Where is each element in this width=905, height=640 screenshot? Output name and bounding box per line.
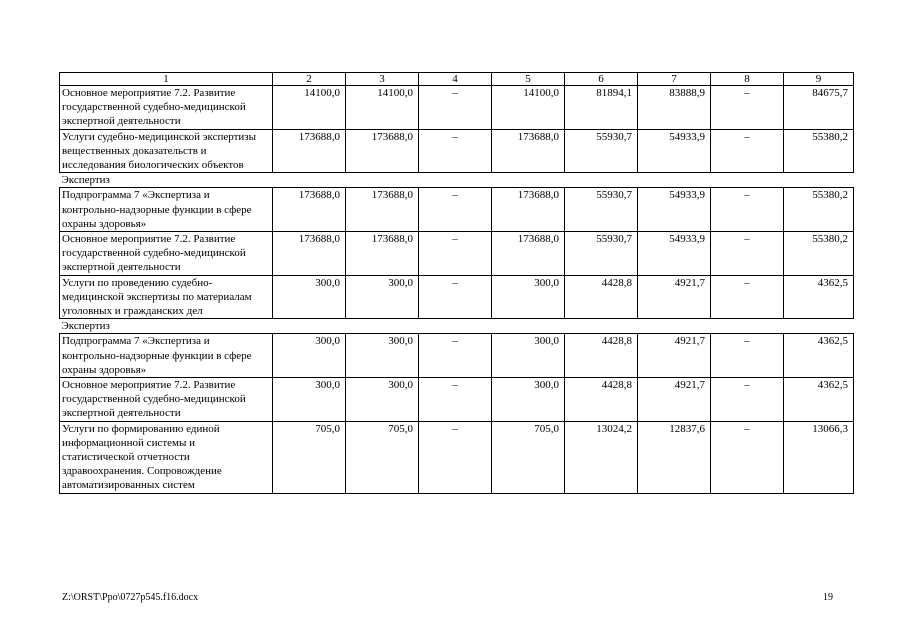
numeric-value: 4362,5 xyxy=(784,275,854,319)
numeric-value: 84675,7 xyxy=(784,86,854,130)
empty-value-dash: – xyxy=(419,86,492,130)
numeric-value: 173688,0 xyxy=(492,232,565,276)
numeric-value: 12837,6 xyxy=(638,421,711,493)
numeric-value: 300,0 xyxy=(346,378,419,422)
column-number-header: 3 xyxy=(346,73,419,86)
empty-value-dash: – xyxy=(711,378,784,422)
row-description: Подпрограмма 7 «Экспертиза и контрольно-надзорные функции в сфере охраны здоровья» xyxy=(60,334,273,378)
column-number-header: 9 xyxy=(784,73,854,86)
numeric-value: 14100,0 xyxy=(273,86,346,130)
numeric-value: 173688,0 xyxy=(346,129,419,173)
numeric-value: 55930,7 xyxy=(565,188,638,232)
empty-value-dash: – xyxy=(419,421,492,493)
numeric-value: 55930,7 xyxy=(565,129,638,173)
budget-table xyxy=(59,72,854,494)
empty-value-dash: – xyxy=(711,232,784,276)
row-description: Услуги по проведению судебно-медицинской экспертизы по материалам уголовных и гражданских дел xyxy=(60,275,273,319)
numeric-value: 4428,8 xyxy=(565,275,638,319)
numeric-value: 173688,0 xyxy=(273,129,346,173)
empty-value-dash: – xyxy=(419,334,492,378)
empty-value-dash: – xyxy=(711,129,784,173)
table-row xyxy=(60,86,854,130)
numeric-value: 83888,9 xyxy=(638,86,711,130)
numeric-value: 4362,5 xyxy=(784,334,854,378)
table-row xyxy=(60,334,854,378)
numeric-value: 300,0 xyxy=(273,378,346,422)
row-description: Подпрограмма 7 «Экспертиза и контрольно-надзорные функции в сфере охраны здоровья» xyxy=(60,188,273,232)
row-description: Основное мероприятие 7.2. Развитие государственной судебно-медицинской экспертной деятельности xyxy=(60,86,273,130)
numeric-value: 4921,7 xyxy=(638,378,711,422)
numeric-value: 705,0 xyxy=(492,421,565,493)
numeric-value: 173688,0 xyxy=(273,188,346,232)
empty-value-dash: – xyxy=(419,378,492,422)
row-description: Услуги по формированию единой информационной системы и статистической отчетности здравоохранения. Сопровождение автоматизированных систем xyxy=(60,421,273,493)
continuation-text: Экспертиз xyxy=(60,319,854,334)
column-number-header: 1 xyxy=(60,73,273,86)
numeric-value: 705,0 xyxy=(273,421,346,493)
table-row xyxy=(60,421,854,493)
column-number-header: 7 xyxy=(638,73,711,86)
column-number-header: 8 xyxy=(711,73,784,86)
empty-value-dash: – xyxy=(419,129,492,173)
row-description: Услуги судебно-медицинской экспертизы вещественных доказательств и исследования биологических объектов xyxy=(60,129,273,173)
table-row xyxy=(60,378,854,422)
empty-value-dash: – xyxy=(711,188,784,232)
column-number-header: 5 xyxy=(492,73,565,86)
numeric-value: 300,0 xyxy=(492,378,565,422)
numeric-value: 55930,7 xyxy=(565,232,638,276)
column-number-header: 6 xyxy=(565,73,638,86)
table-row xyxy=(60,232,854,276)
numeric-value: 300,0 xyxy=(492,275,565,319)
numeric-value: 13024,2 xyxy=(565,421,638,493)
numeric-value: 173688,0 xyxy=(273,232,346,276)
column-number-header: 2 xyxy=(273,73,346,86)
numeric-value: 173688,0 xyxy=(492,129,565,173)
numeric-value: 14100,0 xyxy=(346,86,419,130)
numeric-value: 54933,9 xyxy=(638,232,711,276)
numeric-value: 13066,3 xyxy=(784,421,854,493)
table-row xyxy=(60,188,854,232)
numeric-value: 54933,9 xyxy=(638,129,711,173)
numeric-value: 55380,2 xyxy=(784,188,854,232)
numeric-value: 14100,0 xyxy=(492,86,565,130)
numeric-value: 173688,0 xyxy=(346,188,419,232)
table-row xyxy=(60,275,854,319)
numeric-value: 4362,5 xyxy=(784,378,854,422)
numeric-value: 300,0 xyxy=(346,275,419,319)
empty-value-dash: – xyxy=(711,334,784,378)
row-description: Основное мероприятие 7.2. Развитие государственной судебно-медицинской экспертной деятельности xyxy=(60,232,273,276)
numeric-value: 300,0 xyxy=(346,334,419,378)
empty-value-dash: – xyxy=(419,232,492,276)
numeric-value: 173688,0 xyxy=(346,232,419,276)
numeric-value: 300,0 xyxy=(273,275,346,319)
empty-value-dash: – xyxy=(711,275,784,319)
numeric-value: 4428,8 xyxy=(565,334,638,378)
page-number: 19 xyxy=(823,592,833,603)
numeric-value: 300,0 xyxy=(273,334,346,378)
numeric-value: 81894,1 xyxy=(565,86,638,130)
empty-value-dash: – xyxy=(419,188,492,232)
numeric-value: 4921,7 xyxy=(638,334,711,378)
continuation-text-row xyxy=(60,173,854,188)
continuation-text: Экспертиз xyxy=(60,173,854,188)
row-description: Основное мероприятие 7.2. Развитие государственной судебно-медицинской экспертной деятельности xyxy=(60,378,273,422)
numeric-value: 4428,8 xyxy=(565,378,638,422)
column-number-header: 4 xyxy=(419,73,492,86)
numeric-value: 55380,2 xyxy=(784,232,854,276)
table-header-row xyxy=(60,73,854,86)
empty-value-dash: – xyxy=(711,86,784,130)
numeric-value: 54933,9 xyxy=(638,188,711,232)
continuation-text-row xyxy=(60,319,854,334)
numeric-value: 55380,2 xyxy=(784,129,854,173)
empty-value-dash: – xyxy=(419,275,492,319)
document-file-path: Z:\ORST\Ppo\0727p545.f16.docx xyxy=(62,592,199,603)
numeric-value: 4921,7 xyxy=(638,275,711,319)
empty-value-dash: – xyxy=(711,421,784,493)
numeric-value: 173688,0 xyxy=(492,188,565,232)
numeric-value: 705,0 xyxy=(346,421,419,493)
numeric-value: 300,0 xyxy=(492,334,565,378)
table-row xyxy=(60,129,854,173)
